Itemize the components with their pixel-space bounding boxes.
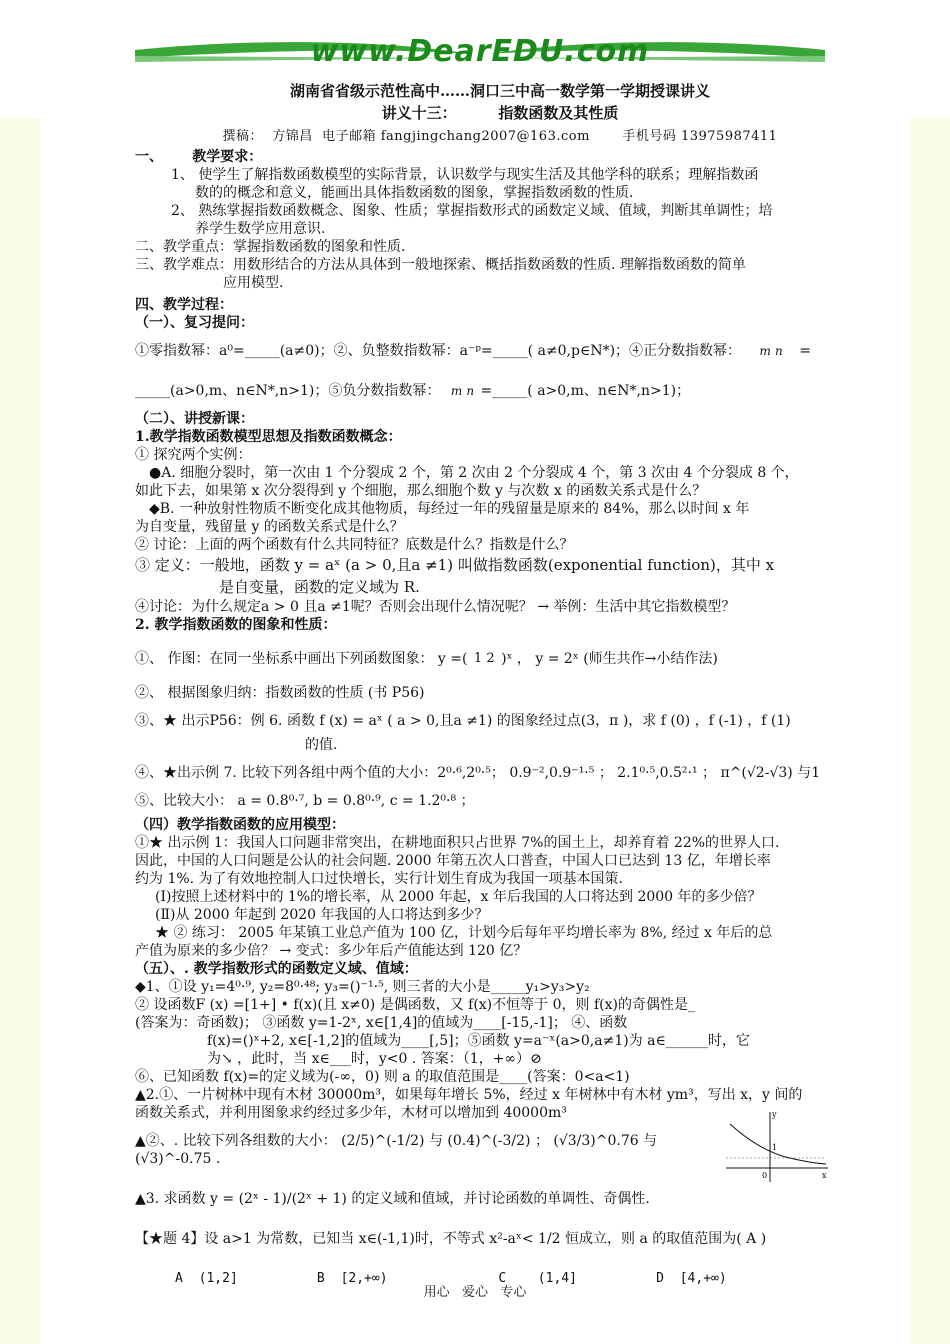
spacer (135, 634, 865, 644)
goal-1-line-1: 1、 使学生了解指数函数模型的实际背景，认识数学与现实生活及其他学科的联系；理解指数函 (171, 167, 759, 183)
graph-label-x: x (822, 1171, 827, 1180)
application-p4: (Ⅰ)按照上述材料中的 1%的增长率，从 2000 年起，x 年后我国的人口将达到 2000 年的多少倍？ (155, 889, 762, 905)
review-text-2b: =_____( a>0,m、n∈N*,n>1)； (480, 383, 691, 399)
half-fraction (474, 652, 495, 666)
topic-1-heading: 1.教学指数函数模型思想及指数函数概念： (135, 429, 402, 445)
goal-1-line-2: 数的的概念和意义，能画出具体指数函数的图象，掌握指数函数的性质. (195, 185, 634, 201)
spacer (135, 754, 865, 764)
review-line-2 (135, 382, 865, 400)
review-heading: （一）、复习提问： (135, 315, 254, 331)
page-margin-right (910, 118, 950, 1344)
definition-line-1: ③ 定义：一般地，函数 y = aˣ (a > 0,且a ≠1) 叫做指数函数(exponential function)，其中 x (135, 556, 775, 574)
spacer (135, 360, 865, 382)
site-logo-text: www.DearEDU.com (310, 34, 650, 69)
spacer (135, 1208, 865, 1230)
exercise-q6: ⑥、已知函数 f(x)=的定义域为(-∞，0) 则 a 的取值范围是____(答案：0<a<1) (135, 1069, 630, 1085)
spacer (135, 1248, 865, 1270)
exercise-q8: 函数关系式，并利用图象求约经过多少年，木材可以增加到 40000m³ (135, 1105, 567, 1121)
application-heading: （四）教学指数函数的应用模型： (135, 817, 345, 833)
application-p7: 产值为原来的多少倍？ → 变式：多少年后产值能达到 120 亿？ (135, 943, 528, 959)
example-6-line-1: ③、★ 出示P56：例 6. 函数 f (x) = aˣ ( a > 0,且a ≠1) 的图象经过点(3，π )，求 f (0) ，f (-1) ，f (1) (135, 713, 791, 729)
review-line-1 (135, 342, 865, 360)
example-a-line-2: 如此下去，如果第 x 次分裂得到 y 个细胞，那么细胞个数 y 与次数 x 的函数关系式是什么？ (135, 483, 707, 499)
domain-range-heading: （五）、. 教学指数形式的函数定义域、值域： (135, 961, 418, 977)
document-body (135, 78, 865, 1288)
page-footer: 用心 爱心 专心 (423, 1285, 527, 1300)
example-7-line: ④、★出示例 7. 比较下列各组中两个值的大小：2⁰·⁶,2⁰·⁵； 0.9⁻²,0.9⁻¹·⁵ ； 2.1⁰·⁵,0.5²·¹ ； π^(√2-√3) 与1 (135, 765, 821, 781)
exercise-q10: ▲3. 求函数 y = (2ˣ - 1)/(2ˣ + 1) 的定义域和值域，并讨论函数的单调性、奇偶性. (135, 1191, 650, 1207)
exercise-q7: ▲2.①、一片树林中现有木材 30000m³，如果每年增长 5%，经过 x 年树林中有木材 ym³，写出 x，y 间的 (135, 1087, 803, 1103)
doc-subtitle: 讲义十三： 指数函数及其性质 (381, 104, 619, 122)
spacer (135, 782, 865, 792)
application-p1: ①★ 出示例 1：我国人口问题非常突出，在耕地面积只占世界 7%的国土上，却养育着 22%的世界人口. (135, 835, 780, 851)
section-3-line-2: 应用模型. (223, 275, 284, 291)
compare-line: ⑤、比较大小： a = 0.8⁰·⁷, b = 0.8⁰·⁹, c = 1.2⁰·⁸ ； (135, 793, 475, 809)
author-line: 撰稿： 方锦昌 电子邮箱 fangjingchang2007@163.com 手机号码 13975987411 (222, 129, 778, 144)
review-text-1: ①零指数幂：a⁰=_____(a≠0)；②、负整数指数幂：a⁻ᵖ=_____( a≠0,p∈N*)；④正分数指数幂： (135, 343, 742, 359)
spacer (135, 332, 865, 342)
goal-2-line-1: 2、 熟练掌握指数函数概念、图象、性质；掌握指数形式的函数定义域、值域，判断其单调性；培 (171, 203, 773, 219)
topic-1-line-1: ① 探究两个实例： (135, 447, 252, 463)
frac-num-2: m (450, 383, 463, 398)
application-p2: 因此，中国的人口问题是公认的社会问题. 2000 年第五次人口普查，中国人口已达到 13 亿，年增长率 (135, 853, 771, 869)
application-p3: 约为 1%. 为了有效地控制人口过快增长，实行计划生育成为我国一项基本国策. (135, 871, 624, 887)
page-margin-left (0, 118, 40, 1344)
doc-title: 湖南省省级示范性高中……洞口三中高一数学第一学期授课讲义 (289, 82, 710, 100)
example-a-line-1: ●A. 细胞分裂时，第一次由 1 个分裂成 2 个，第 2 次由 2 个分裂成 4 个，第 3 次由 4 个分裂成 8 个， (149, 465, 799, 481)
new-lesson-heading: （二）、讲授新课： (135, 411, 254, 427)
graph-label-one: 1 (772, 1143, 778, 1152)
spacer (135, 674, 865, 684)
half-den: 2 (486, 651, 495, 666)
neg-fraction-exponent (451, 384, 474, 399)
plot-task-text: ①、 作图：在同一坐标系中画出下列函数图象： y =( (135, 651, 468, 667)
section-3-line-1: 三、教学难点：用数形结合的方法从具体到一般地探索、概括指数函数的性质. 理解指数函数的简单 (135, 257, 746, 273)
graph-label-y: y (772, 1110, 777, 1119)
exercise-q5: 为↘ ，此时，当 x∈___时，y<0 . 答案：（1，+∞）⊘ (207, 1051, 542, 1067)
section-2: 二、教学重点：掌握指数函数的图象和性质. (135, 239, 406, 255)
plot-task-line (135, 644, 865, 674)
exercise-q11: 【★题 4】设 a>1 为常数，已知当 x∈(-1,1)时，不等式 x²-aˣ< 1/2 恒成立，则 a 的取值范围为( A ) (135, 1231, 767, 1247)
plot-task-tail: )ˣ ， y = 2ˣ (师生共作→小结作法) (501, 651, 718, 667)
graph-label-origin: 0 (762, 1171, 768, 1180)
answer-options: A (1,2] B [2,+∞) C (1,4] D [4,+∞) (175, 1271, 727, 1286)
goal-2-line-2: 养学生数学应用意识. (195, 221, 326, 237)
definition-line-2: 是自变量，函数的定义域为 R. (219, 578, 420, 596)
discussion-line: ② 讨论：上面的两个函数有什么共同特征？底数是什么？指数是什么？ (135, 537, 574, 553)
review-text-2: _____(a>0,m、n∈N*,n>1)；⑤负分数指数幂： (135, 383, 441, 399)
exercise-q4: f(x)=()ˣ+2, x∈[-1,2]的值域为____[,5]；⑤函数 y=a⁻ˣ(a>0,a≠1)为 a∈______时，它 (207, 1033, 750, 1049)
frac-den-2: n (466, 383, 475, 398)
application-p5: (Ⅱ)从 2000 年起到 2020 年我国的人口将达到多少？ (155, 907, 489, 923)
section-4-heading: 四、教学过程： (135, 297, 233, 313)
spacer (135, 702, 865, 712)
example-b-line-1: ◆B. 一种放射性物质不断变化成其他物质，每经过一年的残留量是原来的 84%，那么以时间 x 年 (149, 501, 750, 517)
half-num: 1 (473, 651, 483, 666)
fraction-exponent (760, 344, 783, 359)
frac-den: n (775, 343, 783, 358)
application-p6: ★ ② 练习： 2005 年某镇工业总产值为 100 亿，计划今后每年平均增长率为 8%, 经过 x 年后的总 (155, 925, 773, 941)
section-1-heading: 一、 教学要求： (135, 149, 263, 165)
exercise-q1: ◆1、①设 y₁=4⁰·⁹, y₂=8⁰·⁴⁸; y₃=()⁻¹·⁵, 则三者的大小是_____y₁>y₃>y₂ (135, 979, 590, 995)
discussion-2-line: ④讨论：为什么规定a > 0 且a ≠1呢？否则会出现什么情况呢？ → 举例：生活中其它指数模型？ (135, 599, 736, 615)
review-eq: = (799, 343, 811, 359)
example-b-line-2: 为自变量，残留量 y 的函数关系式是什么？ (135, 519, 404, 535)
property-line: ②、 根据图象归纳：指数函数的性质 (书 P56) (135, 685, 425, 701)
frac-num: m (759, 343, 771, 358)
exercise-q3: (答案为：奇函数)； ③函数 y=1-2ˣ, x∈[1,4]的值域为____[-15,-1]； ④、函数 (135, 1015, 628, 1031)
spacer (135, 400, 865, 410)
exercise-q9: ▲②、. 比较下列各组数的大小： (2/5)^(-1/2) 与 (0.4)^(-3/2) ； (√3/3)^0.76 与 (√3)^-0.75 . (135, 1133, 658, 1167)
topic-2-heading: 2. 教学指数函数的图象和性质： (135, 617, 337, 633)
example-6-line-2: 的值. (305, 737, 338, 753)
exponential-graph (722, 1108, 832, 1188)
exercise-q2: ② 设函数F (x) =[1+] • f(x)(且 x≠0) 是偶函数，又 f(x)不恒等于 0，则 f(x)的奇偶性是_ (135, 997, 695, 1013)
